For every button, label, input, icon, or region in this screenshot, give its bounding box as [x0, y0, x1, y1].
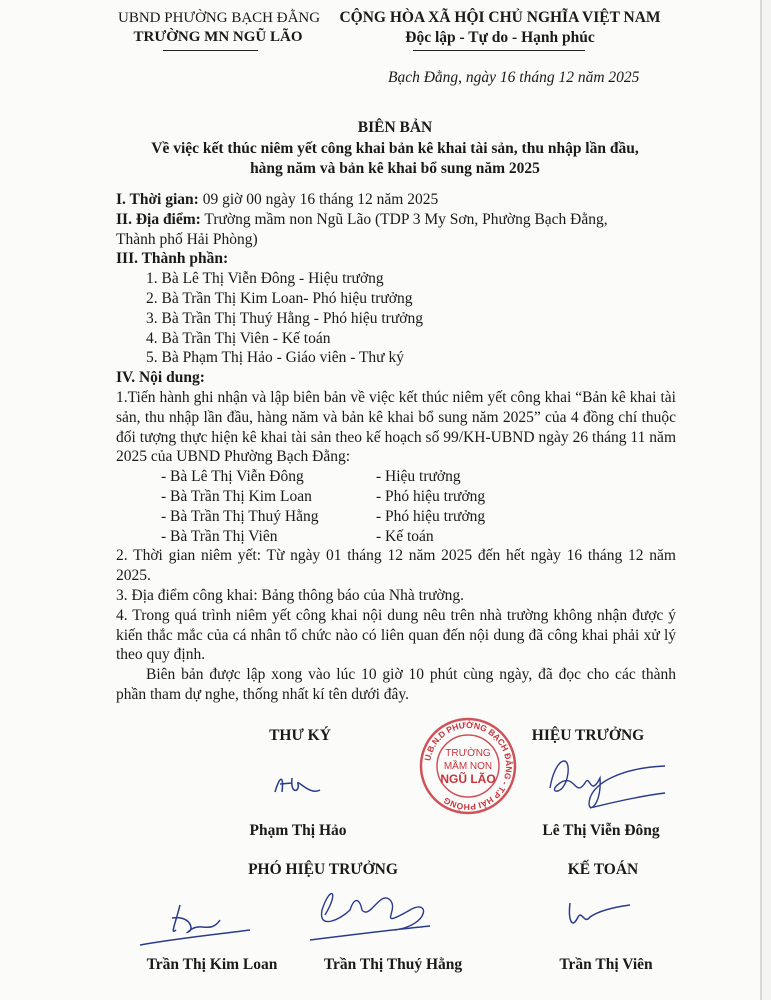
member-item: 5. Bà Phạm Thị Hảo - Giáo viên - Thư ký: [146, 349, 404, 367]
vice-principal-1-name: Trần Thị Kim Loan: [146, 956, 278, 973]
place-value-2: Thành phố Hải Phòng): [116, 230, 258, 248]
nation-line2: Độc lập - Tự do - Hạnh phúc: [405, 29, 595, 46]
document-date: Bạch Đằng, ngày 16 tháng 12 năm 2025: [388, 69, 640, 86]
declarant-name: - Bà Trần Thị Thuý Hằng: [161, 507, 319, 525]
stamp-center-1: TRƯỜNG: [445, 748, 491, 759]
content-paragraph-4: 4. Trong quá trình niêm yết công khai nội dung nêu trên nhà trường không nhận được ý kiến thắc mắc của cá nhân tổ chức nào có liên quan đến nội dung đã công khai phải xử lý theo quy định.: [116, 606, 676, 664]
declarant-role: - Phó hiệu trưởng: [376, 487, 486, 505]
stamp-center-3: NGŨ LÃO: [440, 772, 496, 786]
document-body: [116, 190, 676, 705]
org-line2: TRƯỜNG MN NGŨ LÃO: [133, 29, 303, 45]
vice-principal-title: PHÓ HIỆU TRƯỞNG: [248, 861, 398, 878]
vice-principal-2-signature: [300, 880, 440, 946]
content-paragraph-2: 2. Thời gian niêm yết: Từ ngày 01 tháng 12 năm 2025 đến hết ngày 16 tháng 12 năm 2025.: [116, 547, 676, 585]
org-underline: [163, 50, 258, 51]
stamp-center-2: MẦM NON: [443, 761, 493, 772]
declarant-role: - Hiệu trưởng: [376, 468, 461, 486]
declarant-row: [116, 467, 676, 487]
document-title: BIÊN BẢN: [357, 119, 433, 136]
nation-line1: CỘNG HÒA XÃ HỘI CHỦ NGHĨA VIỆT NAM: [339, 9, 661, 26]
declarant-row: [116, 527, 676, 547]
principal-name: Lê Thị Viễn Đông: [542, 822, 660, 839]
vice-principal-1-signature: [140, 890, 250, 950]
org-line1: UBND PHƯỜNG BẠCH ĐẰNG: [118, 10, 321, 26]
declarant-name: - Bà Trần Thị Viên: [161, 527, 278, 545]
declarant-role: - Phó hiệu trưởng: [376, 507, 486, 525]
closing-paragraph: Biên bản được lập xong vào lúc 10 giờ 10 phút cùng ngày, đã đọc cho các thành phần tham dự nghe, thống nhất kí tên dưới đây.: [116, 666, 676, 703]
vice-principal-2-name: Trần Thị Thuý Hằng: [323, 956, 463, 973]
accountant-signature: [560, 895, 640, 935]
content-label: IV. Nội dung:: [116, 369, 205, 387]
member-item: 1. Bà Lê Thị Viễn Đông - Hiệu trưởng: [146, 270, 384, 288]
principal-title: HIỆU TRƯỞNG: [531, 727, 645, 744]
content-paragraph-3: 3. Địa điểm công khai: Bảng thông báo của Nhà trường.: [116, 586, 465, 604]
member-item: 2. Bà Trần Thị Kim Loan- Phó hiệu trưởng: [146, 289, 413, 307]
nation-underline: [413, 50, 585, 51]
document-subtitle-1: Về việc kết thúc niêm yết công khai bản kê khai tài sản, thu nhập lần đầu,: [151, 140, 639, 157]
place-label: II. Địa điểm:: [116, 210, 201, 228]
secretary-name: Phạm Thị Hảo: [249, 822, 347, 839]
accountant-name: Trần Thị Viên: [559, 956, 653, 973]
member-item: 4. Bà Trần Thị Viên - Kế toán: [146, 329, 331, 347]
principal-signature: [530, 748, 670, 818]
declarant-name: - Bà Lê Thị Viễn Đông: [161, 468, 304, 486]
declarant-row: [116, 507, 676, 527]
declarant-name: - Bà Trần Thị Kim Loan: [161, 487, 312, 505]
time-value: 09 giờ 00 ngày 16 tháng 12 năm 2025: [198, 191, 439, 208]
declarant-row: [116, 487, 676, 507]
members-label: III. Thành phần:: [116, 250, 229, 268]
stamp-ring-text: U.B.N.D PHƯỜNG BẠCH ĐẰNG - T.P HẢI PHÒNG: [422, 719, 515, 813]
accountant-title: KẾ TOÁN: [567, 861, 639, 878]
place-value: Trường mầm non Ngũ Lão (TDP 3 My Sơn, Phường Bạch Đằng,: [200, 210, 608, 228]
time-label: I. Thời gian:: [116, 191, 199, 208]
declarant-role: - Kế toán: [376, 527, 434, 545]
secretary-title: THƯ KÝ: [269, 727, 331, 744]
secretary-signature: [270, 770, 330, 800]
document-subtitle-2: hàng năm và bản kê khai bổ sung năm 2025: [250, 160, 540, 177]
content-paragraph-1: 1.Tiến hành ghi nhận và lập biên bản về việc kết thúc niêm yết công khai “Bản kê khai tài sản, thu nhập lần đầu, hàng năm và bản kê khai bổ sung năm 2025” của 4 đồng chí thuộc đối tượng thực hiện kê khai tài sản theo kế hoạch số 99/KH-UBND ngày 26 tháng 11 năm 2025 của UBND Phường Bạch Đằng:: [116, 388, 676, 466]
member-item: 3. Bà Trần Thị Thuý Hằng - Phó hiệu trưởng: [146, 309, 423, 327]
school-stamp: [418, 716, 518, 816]
